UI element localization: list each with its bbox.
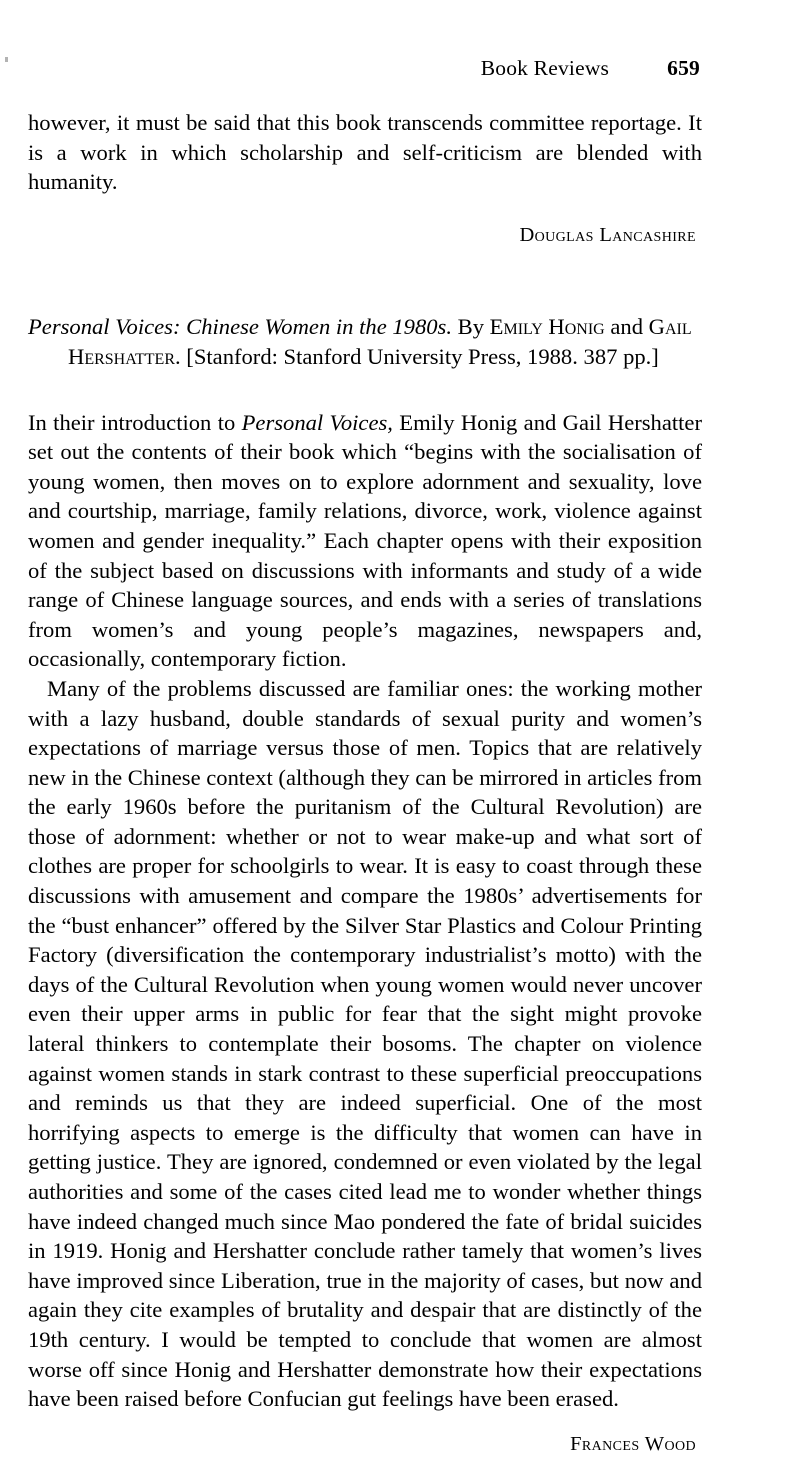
scan-artifact-speck	[5, 57, 8, 62]
paragraph-one-segment-two: Emily Honig and Gail Hershatter set out the contents of their book which “begins with the socialisation of young women, then moves on to explore adornment and sexuality, love and courtship, marriage, family relations, divorce, work, violence against women and gender inequality.” Each chapter opens with their exposition of the subject based on discussions with informants and study of a wide range of Chinese language sources, and ends with a series of translations from women’s and young people’s magazines, newspapers and, occasionally, contemporary fiction.	[28, 409, 702, 672]
review-two-paragraph-two: Many of the problems discussed are familiar ones: the working mother with a lazy husband, double standards of sexual purity and women’s expectations of marriage versus those of men. Topics that are relatively new in the Chinese context (although they can be mirrored in articles from the early 1960s before the puritanism of the Cultural Revolution) are those of adornment: whether or not to wear make-up and what sort of clothes are proper for schoolgirls to wear. It is easy to coast through these discussions with amusement and compare the 1980s’ advertisements for the “bust enhancer” offered by the Silver Star Plastics and Colour Printing Factory (diversification the contemporary industrialist’s motto) with the days of the Cultural Revolution when young women would never uncover even their upper arms in public for fear that the sight might provoke lateral thinkers to contemplate their bosoms. The chapter on violence against women stands in stark contrast to these superficial preoccupations and reminds us that they are indeed superficial. One of the most horrifying aspects to emerge is the difficulty that women can have in getting justice. They are ignored, condemned or even violated by the legal authorities and some of the cases cited lead me to wonder whether things have indeed changed much since Mao pondered the fate of bridal suicides in 1919. Honig and Hershatter conclude rather tamely that women’s lives have improved since Liberation, true in the majority of cases, but now and again they cite examples of brutality and despair that are distinctly of the 19th century. I would be tempted to conclude that women are almost worse off since Honig and Hershatter demonstrate how their expectations have been raised before Confucian gut feelings have been erased.	[28, 675, 702, 1412]
book-imprint: . [Stanford: Stanford University Press, 1988. 387 pp.]	[175, 343, 659, 369]
book-author-secondary: Gail Hershatter	[68, 314, 692, 369]
reviewer-signature-douglas-lancashire: Douglas Lancashire	[519, 223, 696, 246]
reviewer-signature-frances-wood: Frances Wood	[570, 1432, 696, 1455]
citation-conjunction: and	[604, 314, 649, 340]
section-spacer	[28, 250, 702, 312]
paragraph-one-segment-one: In their introduction to	[28, 409, 242, 435]
citation-spacer	[28, 372, 702, 408]
book-title: Personal Voices: Chinese Women in the 1980s.	[28, 314, 452, 340]
page-number: 659	[667, 56, 700, 80]
running-head	[28, 56, 700, 81]
book-citation	[28, 312, 702, 371]
citation-by-label: By	[452, 314, 490, 340]
review-two-paragraph-one	[28, 408, 702, 674]
review-one-closing-paragraph: however, it must be said that this book transcends committee reportage. It is a work in which scholarship and self-criticism are blended with humanity.	[28, 110, 702, 195]
paragraph-one-book-title: Personal Voices,	[241, 409, 393, 435]
running-head-title: Book Reviews	[480, 56, 610, 80]
page-content	[28, 108, 702, 1459]
book-author-primary: Emily Honig	[489, 314, 605, 340]
